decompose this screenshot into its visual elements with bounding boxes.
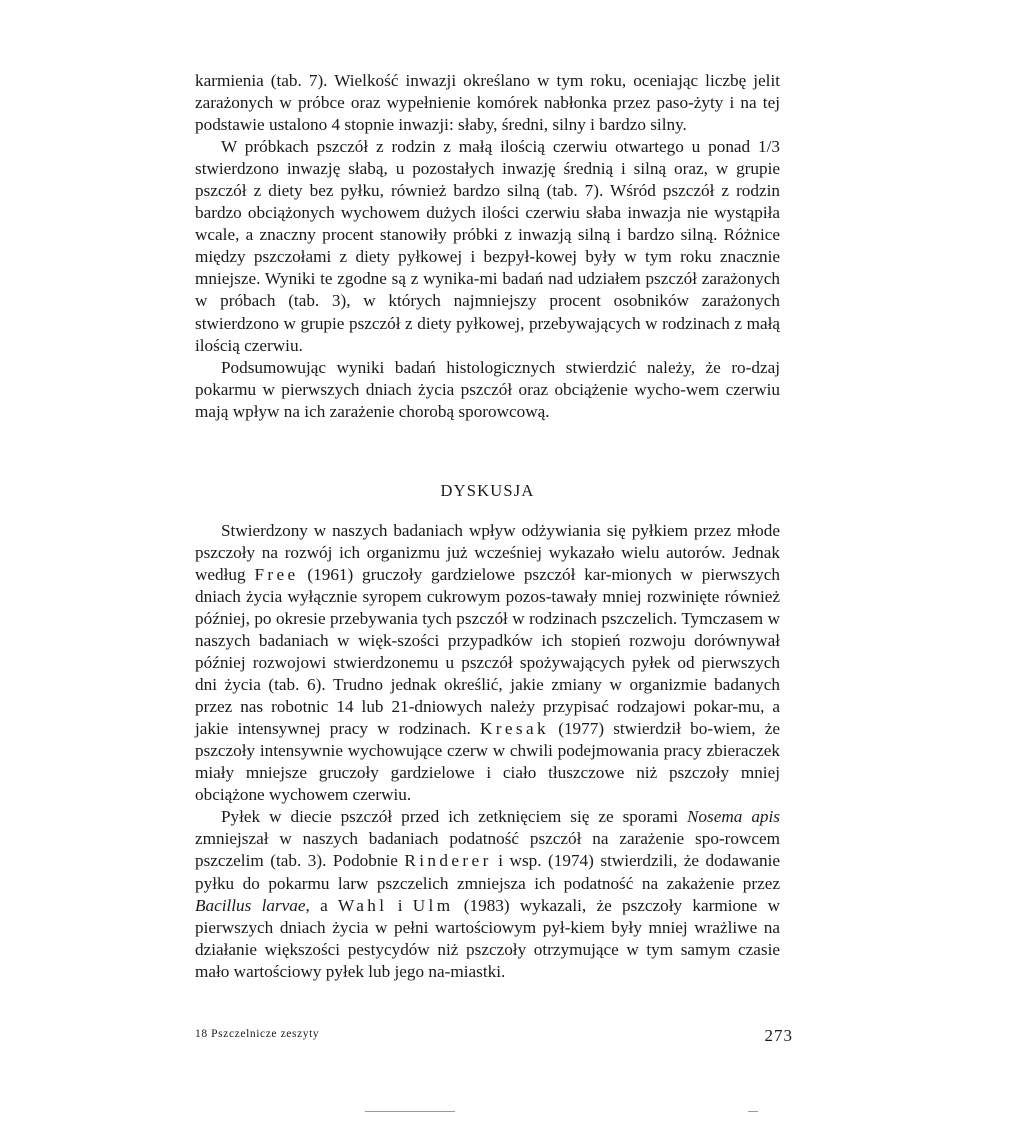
- paragraph-text: (1961) gruczoły gardzielowe pszczół kar-mionych w pierwszych dniach życia wyłącznie syropem cukrowym pozos-tawały mniej rozwinięte również później, po okresie przebywania tych pszczół w rodzinach pszczelich. Tymczasem w naszych badaniach w więk-szości przypadków ich stopień rozwoju dorównywał później rozwojowi stwierdzonemu u pszczół spożywających pyłek od pierwszych dni życia (tab. 6). Trudno jednak określić, jakie zmiany w organizmie badanych przez nas robotnic 14 lub 21-dniowych należy przypisać rodzajowi pokar-mu, a jakie intensywnej pracy w rodzinach.: [195, 564, 780, 739]
- paragraph-text: , a: [305, 895, 338, 915]
- section-discussion-text: [195, 520, 780, 983]
- author-name: Kresak: [479, 719, 550, 739]
- paragraph-text: karmienia (tab. 7). Wielkość inwazji określano w tym roku, oceniając liczbę jelit zarażonych w próbce oraz wypełnienie komórek nabłonka przez paso-żyty i na tej podstawie ustalono 4 stopnie inwazji: słaby, średni, silny i bardzo silny.: [195, 71, 780, 135]
- paragraph-text: Pyłek w diecie pszczół przed ich zetknięciem się ze sporami: [221, 807, 687, 827]
- paragraph-p3: [195, 357, 780, 423]
- author-name: Wahl: [337, 895, 388, 915]
- author-name: Ulm: [412, 895, 454, 915]
- scan-artifact: [748, 1111, 758, 1112]
- author-name: Free: [254, 564, 299, 584]
- section-results-text: [195, 70, 780, 423]
- page-footer: [195, 1022, 793, 1052]
- species-name: Nosema apis: [686, 807, 780, 827]
- paragraph-p2: [195, 136, 780, 356]
- species-name: Bacillus larvae: [195, 895, 306, 915]
- paragraph-p4: [195, 520, 780, 807]
- paragraph-text: W próbkach pszczół z rodzin z małą ilością czerwiu otwartego u ponad 1/3 stwierdzono inwazję słabą, u pozostałych inwazję średnią i silną oraz, w grupie pszczół z diety bez pyłku, również bardzo silną (tab. 7). Wśród pszczół z rodzin bardzo obciążonych wychowem dużych ilości czerwiu słaba inwazja nie wystąpiła wcale, a znaczny procent stanowiły próbki z inwazją silną i bardzo silną. Różnice między pszczołami z diety pyłkowej i bezpył-kowej były w tym roku znacznie mniejsze. Wyniki te zgodne są z wynika-mi badań nad udziałem pszczół zarażonych w próbach (tab. 3), w których najmniejszy procent osobników zarażonych stwierdzono w grupie pszczół z diety pyłkowej, przebywających w rodzinach z małą ilością czerwiu.: [195, 137, 780, 355]
- paragraph-p5: [195, 806, 780, 982]
- paragraph-text: (1983) wykazali, że pszczoły karmione w pierwszych dniach życia w pełni wartościowym pył-kiem były mniej wrażliwe na działanie większości pestycydów niż pszczoły otrzymujące w tym samym czasie mało wartościowy pyłek lub jego na-miastki.: [195, 895, 780, 981]
- paragraph-text: zmniejszał w naszych badaniach podatność pszczół na zarażenie spo-rowcem pszczelim (tab. 3). Podobnie: [195, 829, 780, 871]
- paragraph-text: (1977) stwierdził bo-wiem, że pszczoły intensywnie wychowujące czerw w chwili podejmowania pracy zbieraczek miały mniejsze gruczoły gardzielowe i ciało tłuszczowe niż pszczoły mniej obciążone wychowem czerwiu.: [195, 719, 780, 805]
- author-name: Rinderer: [404, 851, 492, 871]
- paragraph-text: Stwierdzony w naszych badaniach wpływ odżywiania się pyłkiem przez młode pszczoły na rozwój ich organizmu już wcześniej wykazało wielu autorów. Jednak według: [195, 520, 780, 584]
- section-heading: DYSKUSJA: [440, 480, 535, 500]
- scan-artifact: [365, 1111, 455, 1112]
- paragraph-text: i wsp. (1974) stwierdzili, że dodawanie pyłku do pokarmu larw pszczelich zmniejsza ich podatność na zakażenie przez: [195, 851, 780, 893]
- journal-signature: 18 Pszczelnicze zeszyty: [195, 1028, 320, 1040]
- paragraph-text: i: [387, 895, 413, 915]
- paragraph-p1: [195, 70, 780, 136]
- paragraph-text: Podsumowując wyniki badań histologicznych stwierdzić należy, że ro-dzaj pokarmu w pierwszych dniach życia pszczół oraz obciążenie wycho-wem czerwiu mają wpływ na ich zarażenie chorobą sporowcową.: [195, 357, 780, 421]
- page-number: 273: [764, 1026, 793, 1045]
- page-body: [195, 70, 780, 983]
